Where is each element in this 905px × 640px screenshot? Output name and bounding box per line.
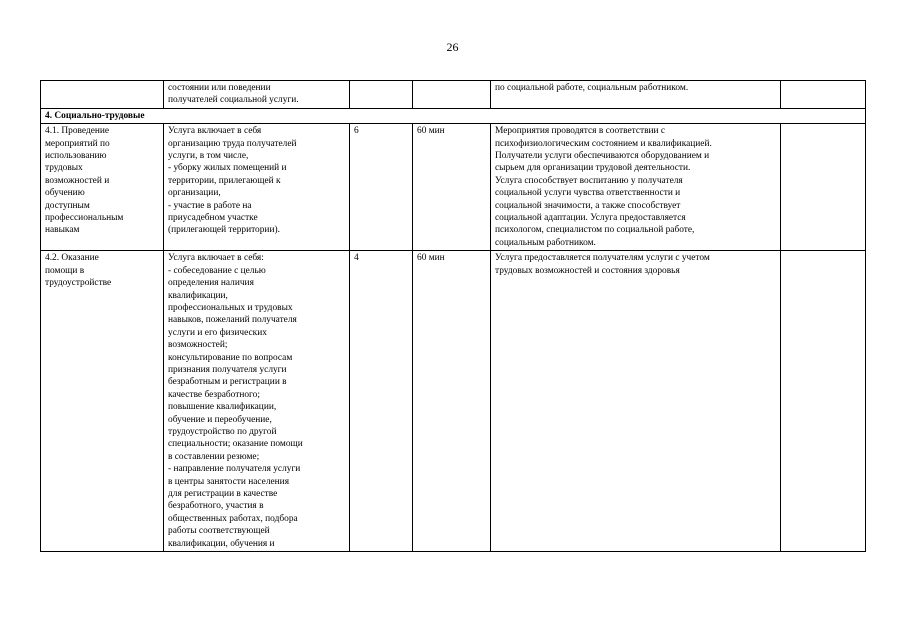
cell-conditions: по социальной работе, социальным работником.	[491, 81, 781, 109]
table-section-row	[41, 108, 866, 123]
cell-duration: 60 мин	[413, 251, 491, 552]
services-table	[40, 80, 866, 552]
cell-name: 4.2. Оказание помощи в трудоустройстве	[41, 251, 164, 552]
table-row-continuation	[41, 81, 866, 109]
section-title: 4. Социально-трудовые	[41, 108, 866, 123]
cell-count: 6	[350, 124, 413, 251]
cell-description: состоянии или поведении получателей социальной услуги.	[164, 81, 350, 109]
cell-conditions: Мероприятия проводятся в соответствии с психофизиологическим состоянием и квалификацией. Получатели услуги обеспечиваются оборудованием и сырьем для организации трудовой деятельности. Услуга способствует воспитанию у получателя социальной услуги чувства ответственности и социальной значимости, а также способствует социальной адаптации. Услуга предоставляется психологом, специалистом по социальной работе, социальным работником.	[491, 124, 781, 251]
cell-description: Услуга включает в себя организацию труда получателей услуги, в том числе, - уборку жилых помещений и территории, прилегающей к организации, - участие в работе на приусадебном участке (прилегающей территории).	[164, 124, 350, 251]
cell-extra	[781, 124, 866, 251]
cell-duration: 60 мин	[413, 124, 491, 251]
cell-duration	[413, 81, 491, 109]
cell-extra	[781, 81, 866, 109]
cell-count	[350, 81, 413, 109]
cell-name	[41, 81, 164, 109]
table-row	[41, 124, 866, 251]
cell-conditions: Услуга предоставляется получателям услуги с учетом трудовых возможностей и состояния здоровья	[491, 251, 781, 552]
cell-extra	[781, 251, 866, 552]
cell-name: 4.1. Проведение мероприятий по использованию трудовых возможностей и обучению доступным профессиональным навыкам	[41, 124, 164, 251]
cell-description: Услуга включает в себя: - собеседование с целью определения наличия квалификации, профессиональных и трудовых навыков, пожеланий получателя услуги и его физических возможностей; консультирование по вопросам признания получателя услуги безработным и регистрации в качестве безработного; повышение квалификации, обучение и переобучение, трудоустройство по другой специальности; оказание помощи в составлении резюме; - направление получателя услуги в центры занятости населения для регистрации в качестве безработного, участия в общественных работах, подбора работы соответствующей квалификации, обучения и	[164, 251, 350, 552]
page-number: 26	[446, 40, 459, 54]
cell-count: 4	[350, 251, 413, 552]
table-row	[41, 251, 866, 552]
